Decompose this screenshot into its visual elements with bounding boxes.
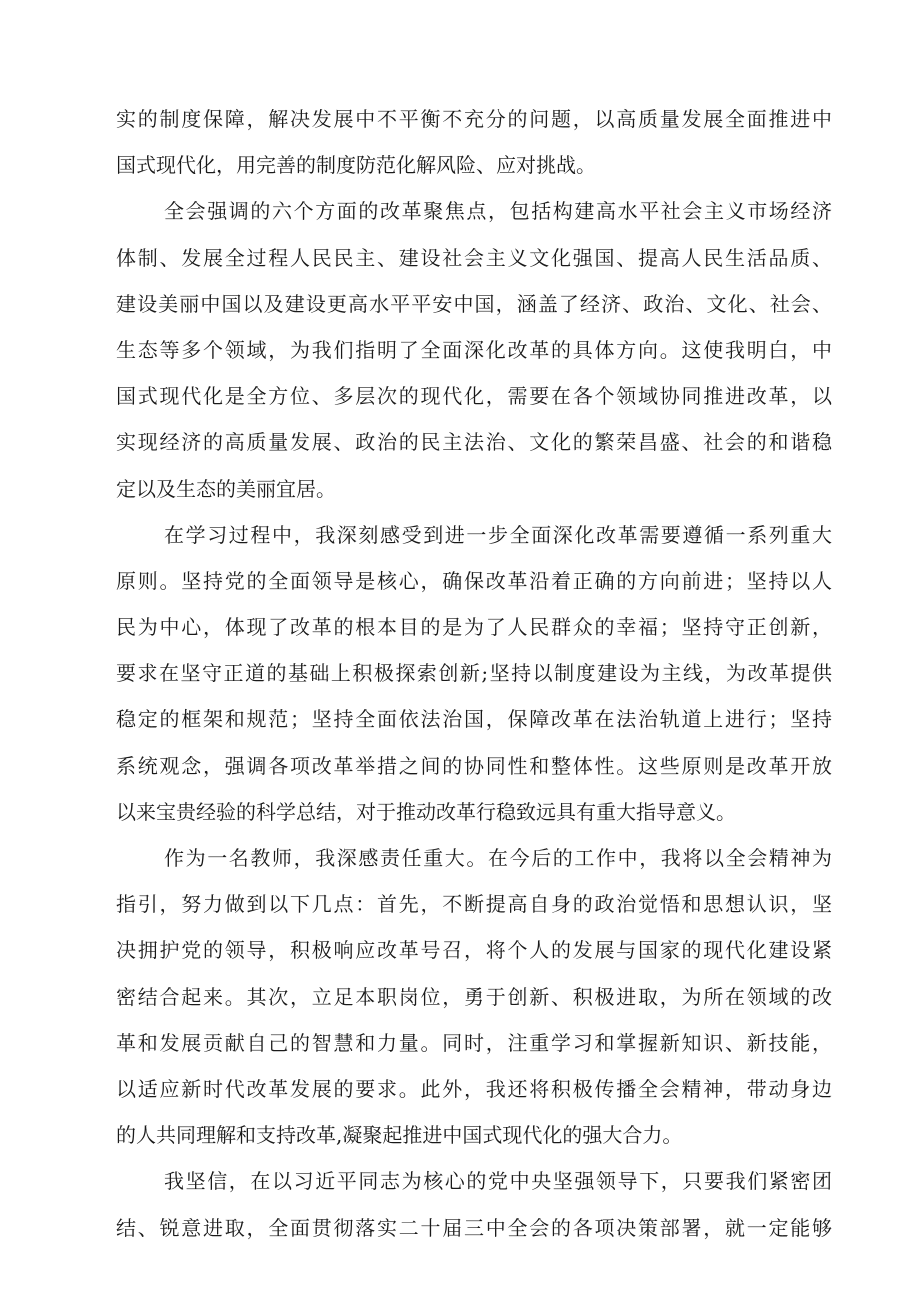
paragraph <box>116 512 832 835</box>
text-line: 以适应新时代改革发展的要求。此外，我还将积极传播全会精神，带动身边 <box>116 1076 832 1101</box>
text-line: 国式现代化是全方位、多层次的现代化，需要在各个领域协同推进改革，以 <box>116 384 832 409</box>
text-line: 革和发展贡献自己的智慧和力量。同时，注重学习和掌握新知识、新技能， <box>116 1030 832 1055</box>
text-line: 全会强调的六个方面的改革聚焦点，包括构建高水平社会主义市场经济 <box>164 199 832 224</box>
text-line: 定以及生态的美丽宜居。 <box>116 476 336 501</box>
text-line: 体制、发展全过程人民民主、建设社会主义文化强国、提高人民生活品质、 <box>116 245 832 270</box>
paragraph <box>116 96 832 188</box>
text-line: 建设美丽中国以及建设更高水平平安中国，涵盖了经济、政治、文化、社会、 <box>116 291 832 316</box>
text-line: 指引，努力做到以下几点：首先，不断提高自身的政治觉悟和思想认识，坚 <box>116 892 832 917</box>
text-line: 原则。坚持党的全面领导是核心，确保改革沿着正确的方向前进；坚持以人 <box>116 568 832 593</box>
text-line: 实现经济的高质量发展、政治的民主法治、文化的繁荣昌盛、社会的和谐稳 <box>116 430 832 455</box>
text-line: 生态等多个领域，为我们指明了全面深化改革的具体方向。这使我明白，中 <box>116 337 832 362</box>
text-line: 以来宝贵经验的科学总结，对于推动改革行稳致远具有重大指导意义。 <box>116 799 736 824</box>
document-body <box>116 96 832 1251</box>
text-line: 实的制度保障，解决发展中不平衡不充分的问题，以高质量发展全面推进中 <box>116 107 832 131</box>
text-line: 民为中心，体现了改革的根本目的是为了人民群众的幸福；坚持守正创新， <box>116 615 832 640</box>
text-line: 要求在坚守正道的基础上积极探索创新;坚持以制度建设为主线，为改革提供 <box>116 661 832 686</box>
text-line: 结、锐意进取，全面贯彻落实二十届三中全会的各项决策部署，就一定能够 <box>116 1215 832 1240</box>
paragraph <box>116 188 832 511</box>
text-line: 决拥护党的领导，积极响应改革号召，将个人的发展与国家的现代化建设紧 <box>116 938 832 963</box>
text-line: 作为一名教师，我深感责任重大。在今后的工作中，我将以全会精神为 <box>164 846 832 870</box>
text-line: 的人共同理解和支持改革,凝聚起推进中国式现代化的强大合力。 <box>116 1123 683 1148</box>
text-line: 我坚信，在以习近平同志为核心的党中央坚强领导下，只要我们紧密团 <box>164 1169 832 1194</box>
text-line: 稳定的框架和规范；坚持全面依法治国，保障改革在法治轨道上进行；坚持 <box>116 707 832 732</box>
text-line: 密结合起来。其次，立足本职岗位，勇于创新、积极进取，为所在领域的改 <box>116 984 832 1009</box>
paragraph <box>116 835 832 1158</box>
paragraph <box>116 1158 832 1250</box>
text-line: 在学习过程中，我深刻感受到进一步全面深化改革需要遵循一系列重大 <box>164 522 832 547</box>
text-line: 系统观念，强调各项改革举措之间的协同性和整体性。这些原则是改革开放 <box>116 753 832 778</box>
text-line: 国式现代化，用完善的制度防范化解风险、应对挑战。 <box>116 153 596 178</box>
